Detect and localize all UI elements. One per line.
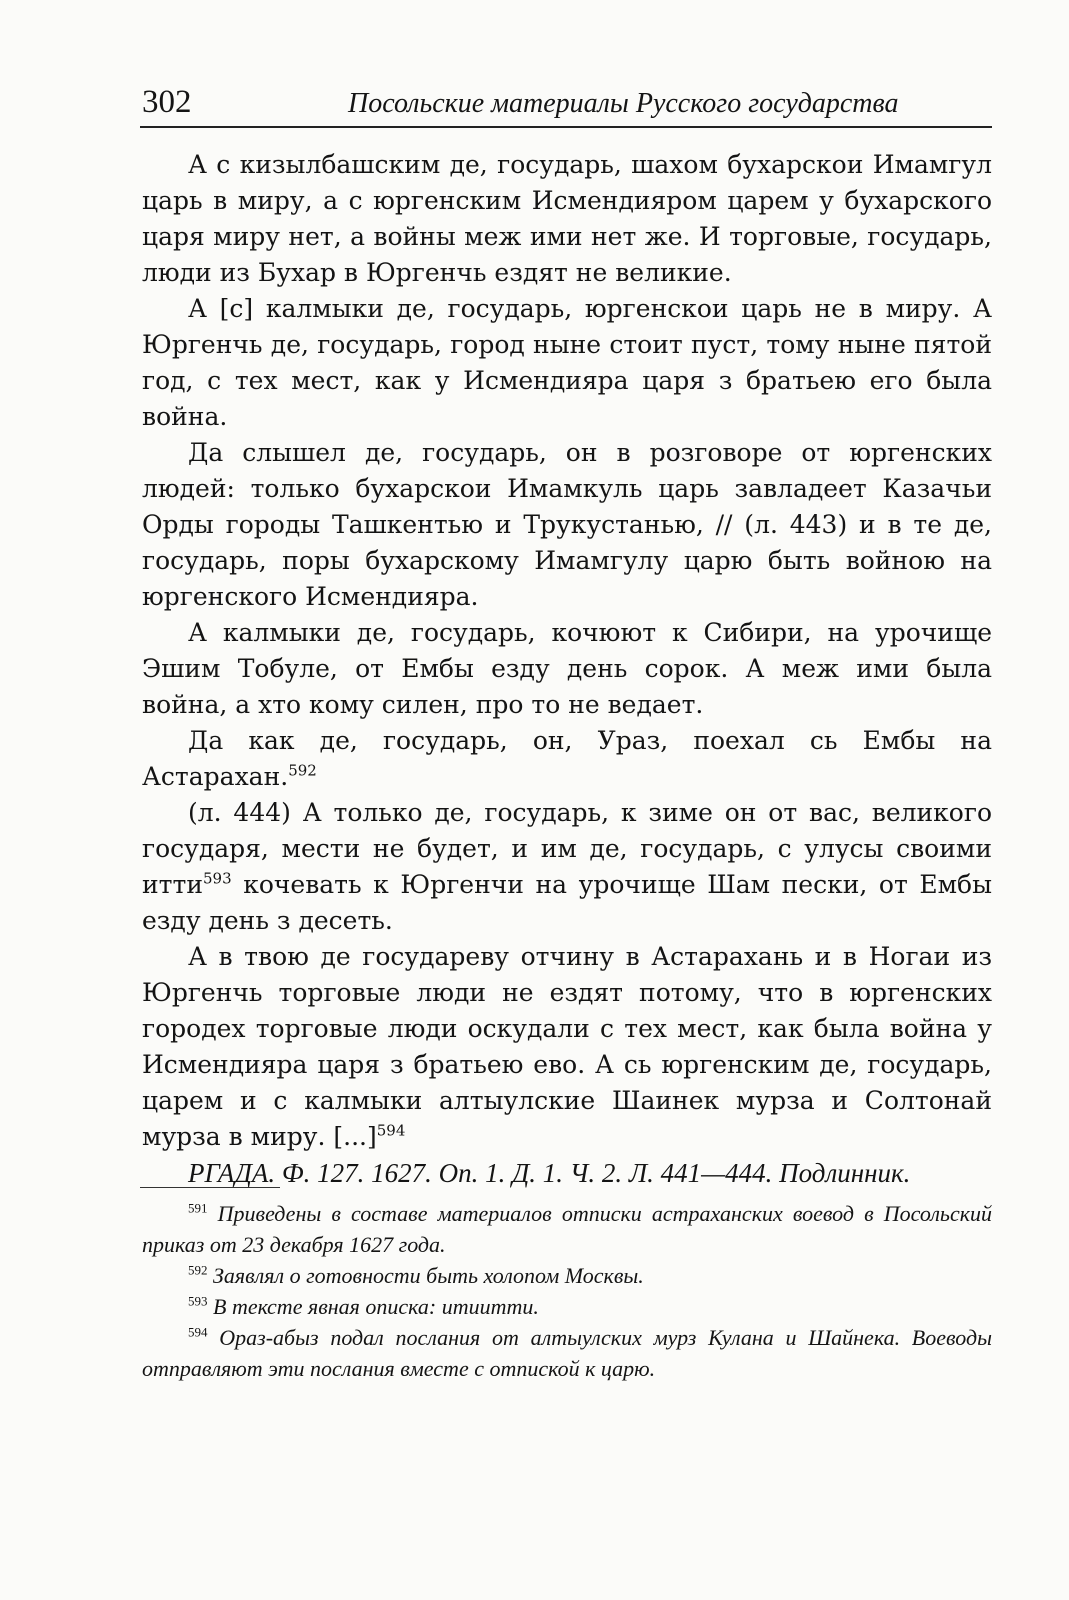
footnote-text: Приведены в составе материалов отписки астраханских воевод в Посольский приказ от 23 декабря 1627 года.	[142, 1201, 992, 1257]
paragraph	[142, 939, 992, 1155]
footnote-number: 593	[188, 1293, 208, 1309]
footnote-number: 591	[188, 1200, 208, 1216]
footnote	[142, 1260, 992, 1291]
running-title: Посольские материалы Русского государства	[348, 88, 899, 119]
paragraph-text: кочевать к Юргенчи на урочище Шам пески, от Ембы езду день з десеть.	[142, 870, 992, 935]
footnote-ref: 594	[376, 1121, 406, 1140]
footnote-divider	[140, 1187, 280, 1188]
footnote-ref: 592	[288, 761, 317, 780]
paragraph: А калмыки де, государь, кочюют к Сибири, на урочище Эшим Тобуле, от Ембы езду день сорок. А меж ими была война, а хто кому силен, про то не ведает.	[142, 618, 992, 719]
footnote-text: Заявлял о готовности быть холопом Москвы.	[213, 1263, 644, 1288]
footnote-number: 592	[188, 1262, 208, 1278]
footnotes	[142, 1198, 992, 1384]
paragraph: А с кизылбашским де, государь, шахом бухарскои Имамгул царь в миру, а с юргенским Исмендияром царем у бухарского царя миру нет, а войны меж ими нет же. И торговые, государь, люди из Бухар в Юргенчь ездят не великие.	[142, 150, 992, 287]
paragraph	[142, 723, 992, 795]
page-number: 302	[142, 84, 192, 120]
paragraph-text: (л. 444) А только де, государь, к зиме он от вас, великого государя, мести не будет, и им де, государь, с улусы своими итти	[142, 798, 992, 899]
footnote-text: Ораз-абыз подал послания от алтыулских мурз Кулана и Шайнека. Воеводы отправляют эти послания вместе с отпиской к царю.	[142, 1325, 992, 1381]
archival-source: РГАДА. Ф. 127. 1627. Оп. 1. Д. 1. Ч. 2. Л. 441—444. Подлинник.	[188, 1158, 911, 1188]
paragraph: А [с] калмыки де, государь, юргенскои царь не в миру. А Юргенчь де, государь, город ныне стоит пуст, тому ныне пятой год, с тех мест, как у Исмендияра царя з братьею его была война.	[142, 294, 992, 431]
footnote	[142, 1322, 992, 1384]
page-header	[140, 78, 992, 128]
paragraph: Да слышел де, государь, он в розговоре от юргенских людей: только бухарскои Имамкуль царь завладеет Казачьи Орды городы Ташкентью и Трукустанью, // (л. 443) и в те де, государь, поры бухарскому Имамгулу царю быть войною на юргенского Исмендияра.	[142, 438, 992, 611]
footnote	[142, 1198, 992, 1260]
paragraph-text: Да как де, государь, он, Ураз, поехал сь Ембы на Астарахан.	[142, 726, 992, 791]
paragraph-text: А в твою де государеву отчину в Астарахань и в Ногаи из Юргенчь торговые люди не ездят потому, что в юргенских городех торговые люди оскудали с тех мест, как была война у Исмендияра царя з братьею ево. А сь юргенским де, государь, царем и с калмыки алтыулские Шаинек мурза и Солтонай мурза в миру. [...]	[142, 942, 992, 1151]
footnote-ref: 593	[203, 869, 232, 888]
footnote-text: В тексте явная описка: итиитти.	[213, 1294, 539, 1319]
paragraph	[142, 795, 992, 939]
footnote-number: 594	[188, 1324, 208, 1340]
footnote	[142, 1291, 992, 1322]
main-text	[142, 147, 992, 1191]
